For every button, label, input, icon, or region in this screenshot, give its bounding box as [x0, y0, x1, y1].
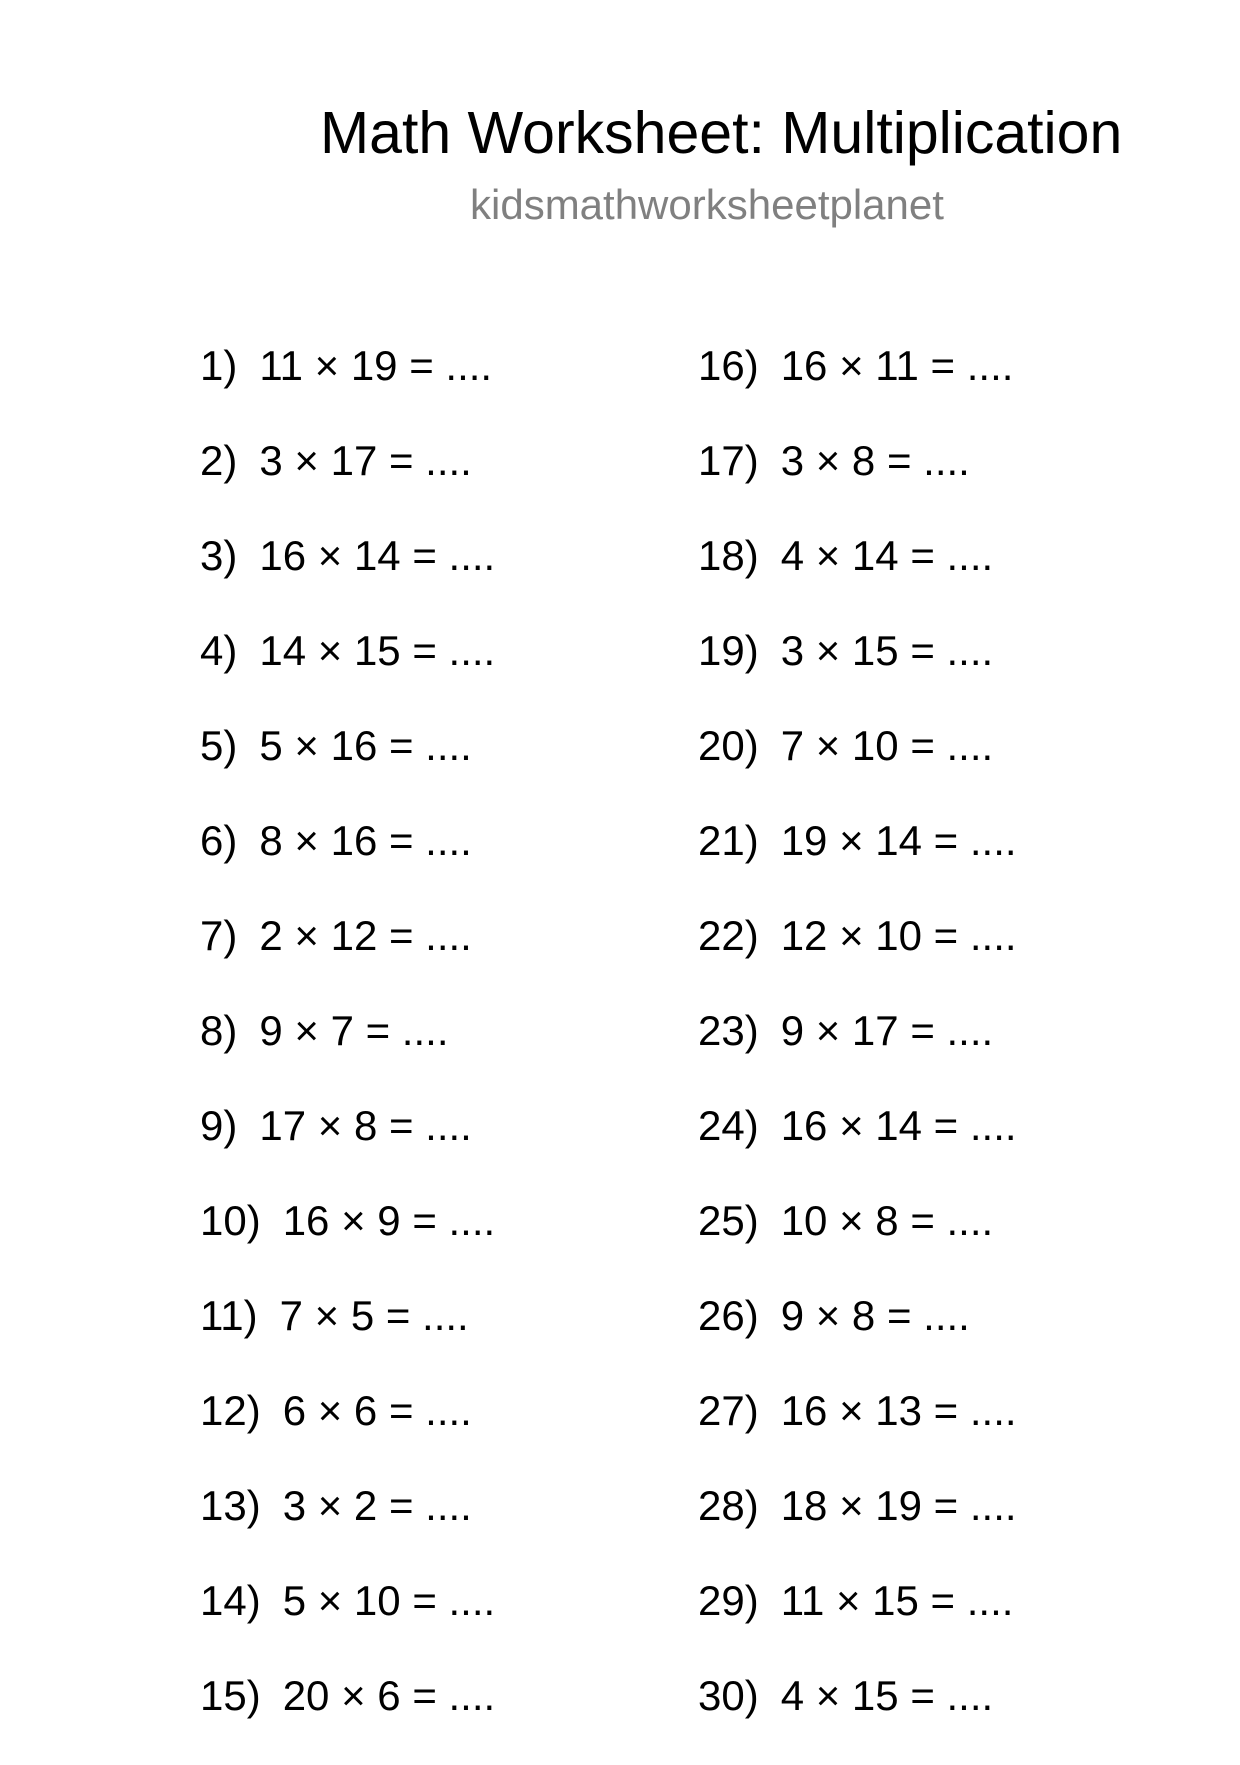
problem-number: 16)	[698, 342, 759, 389]
problem-item	[698, 815, 1178, 910]
problem-item	[698, 720, 1178, 815]
problem-expression: 9 × 17 = ....	[780, 1007, 994, 1054]
problem-item	[200, 530, 680, 625]
problem-expression: 18 × 19 = ....	[780, 1482, 1017, 1529]
problem-number: 11)	[200, 1292, 258, 1339]
problem-item	[200, 910, 680, 1005]
problem-number: 9)	[200, 1102, 238, 1149]
problem-item	[200, 1670, 680, 1765]
problem-number: 18)	[698, 532, 759, 579]
problem-expression: 11 × 19 = ....	[259, 342, 493, 389]
problem-item	[200, 1385, 680, 1480]
problem-item	[200, 1005, 680, 1100]
problem-item	[698, 625, 1178, 720]
problem-expression: 14 × 15 = ....	[259, 627, 496, 674]
problem-expression: 4 × 15 = ....	[780, 1672, 994, 1719]
problem-expression: 2 × 12 = ....	[259, 912, 472, 959]
problem-number: 30)	[698, 1672, 759, 1719]
page-title: Math Worksheet: Multiplication	[320, 100, 1123, 166]
problem-item	[698, 1480, 1178, 1575]
problem-expression: 7 × 10 = ....	[780, 722, 994, 769]
problem-number: 5)	[200, 722, 238, 769]
problem-item	[200, 625, 680, 720]
problem-item	[200, 1195, 680, 1290]
problem-number: 19)	[698, 627, 759, 674]
problem-number: 3)	[200, 532, 238, 579]
problem-number: 13)	[200, 1482, 261, 1529]
problem-item	[698, 1195, 1178, 1290]
problem-item	[200, 435, 680, 530]
problem-expression: 9 × 7 = ....	[259, 1007, 449, 1054]
problem-item	[200, 1575, 680, 1670]
problem-item	[698, 1005, 1178, 1100]
problems-column-right	[698, 340, 1178, 1765]
problem-item	[200, 1290, 680, 1385]
site-name: kidsmathworksheetplanet	[470, 181, 944, 228]
problem-expression: 19 × 14 = ....	[780, 817, 1017, 864]
problem-number: 21)	[698, 817, 759, 864]
problem-item	[698, 530, 1178, 625]
problem-number: 20)	[698, 722, 759, 769]
problem-expression: 12 × 10 = ....	[780, 912, 1017, 959]
problem-expression: 9 × 8 = ....	[780, 1292, 970, 1339]
problem-item	[200, 1480, 680, 1575]
problem-number: 4)	[200, 627, 238, 674]
problem-item	[698, 1575, 1178, 1670]
problem-expression: 5 × 10 = ....	[282, 1577, 496, 1624]
problem-expression: 16 × 13 = ....	[780, 1387, 1017, 1434]
problem-expression: 5 × 16 = ....	[259, 722, 472, 769]
problem-expression: 16 × 11 = ....	[780, 342, 1014, 389]
problem-item	[698, 1385, 1178, 1480]
problem-item	[698, 1100, 1178, 1195]
problem-expression: 11 × 15 = ....	[780, 1577, 1014, 1624]
problem-number: 10)	[200, 1197, 261, 1244]
problem-number: 26)	[698, 1292, 759, 1339]
problem-expression: 7 × 5 = ....	[279, 1292, 469, 1339]
problem-item	[200, 340, 680, 435]
problem-expression: 4 × 14 = ....	[780, 532, 994, 579]
problem-item	[200, 1100, 680, 1195]
problem-expression: 17 × 8 = ....	[259, 1102, 472, 1149]
problem-expression: 16 × 14 = ....	[259, 532, 496, 579]
problem-number: 17)	[698, 437, 759, 484]
problem-number: 25)	[698, 1197, 759, 1244]
problem-number: 8)	[200, 1007, 238, 1054]
problems-column-left	[200, 340, 680, 1765]
problem-number: 15)	[200, 1672, 261, 1719]
problem-number: 2)	[200, 437, 238, 484]
problem-item	[698, 1290, 1178, 1385]
problem-expression: 8 × 16 = ....	[259, 817, 472, 864]
problem-number: 27)	[698, 1387, 759, 1434]
problem-number: 7)	[200, 912, 238, 959]
problem-item	[698, 340, 1178, 435]
problem-expression: 6 × 6 = ....	[282, 1387, 472, 1434]
problem-number: 22)	[698, 912, 759, 959]
problem-number: 6)	[200, 817, 238, 864]
problem-number: 14)	[200, 1577, 261, 1624]
problem-item	[698, 435, 1178, 530]
problem-expression: 3 × 8 = ....	[780, 437, 970, 484]
problem-number: 24)	[698, 1102, 759, 1149]
problem-item	[200, 815, 680, 910]
problem-expression: 16 × 14 = ....	[780, 1102, 1017, 1149]
worksheet-header	[0, 0, 1240, 260]
problem-expression: 3 × 2 = ....	[282, 1482, 472, 1529]
problem-expression: 20 × 6 = ....	[282, 1672, 496, 1719]
problem-item	[698, 910, 1178, 1005]
problem-number: 28)	[698, 1482, 759, 1529]
problem-expression: 16 × 9 = ....	[282, 1197, 496, 1244]
problem-item	[698, 1670, 1178, 1765]
problem-expression: 3 × 17 = ....	[259, 437, 472, 484]
problem-expression: 10 × 8 = ....	[780, 1197, 994, 1244]
problem-number: 23)	[698, 1007, 759, 1054]
problem-item	[200, 720, 680, 815]
problem-expression: 3 × 15 = ....	[780, 627, 994, 674]
problem-number: 1)	[200, 342, 238, 389]
problem-number: 29)	[698, 1577, 759, 1624]
problem-number: 12)	[200, 1387, 261, 1434]
